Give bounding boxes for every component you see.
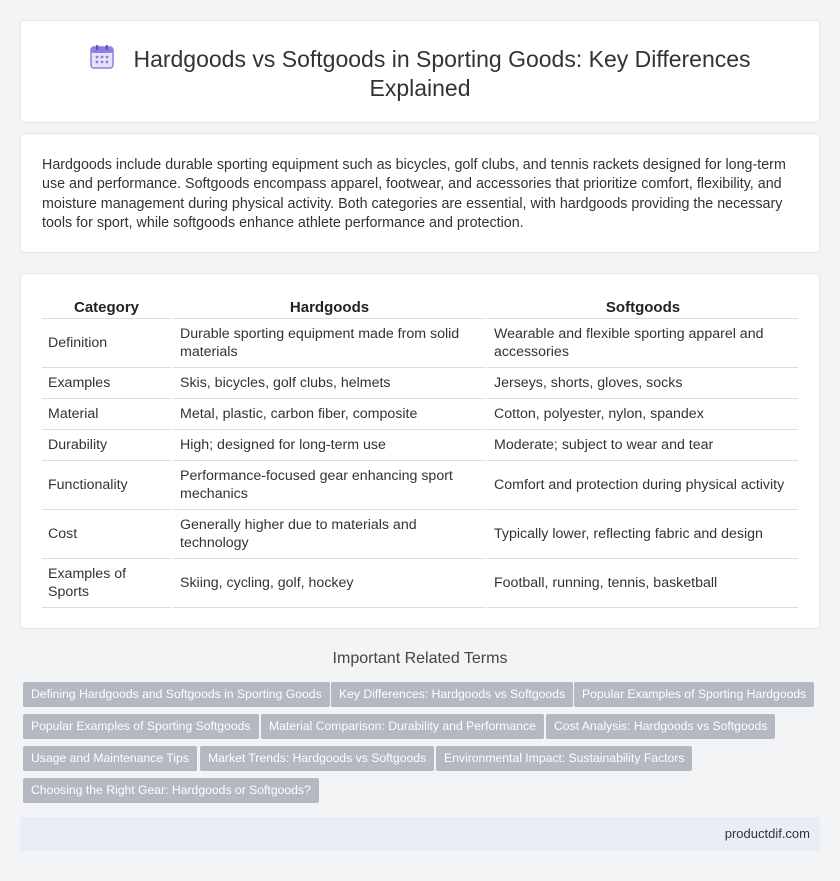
related-tag[interactable]: Defining Hardgoods and Softgoods in Sporting Goods — [23, 682, 330, 707]
table-row — [42, 559, 798, 608]
table-row — [42, 368, 798, 399]
header-card — [20, 20, 820, 123]
table-cell-softgoods: Moderate; subject to wear and tear — [485, 430, 798, 461]
intro-card — [20, 133, 820, 253]
table-row — [42, 430, 798, 461]
table-cell-softgoods: Jerseys, shorts, gloves, socks — [485, 368, 798, 399]
related-tag[interactable]: Usage and Maintenance Tips — [23, 746, 197, 771]
footer-bar — [20, 817, 820, 851]
related-tag[interactable]: Popular Examples of Sporting Hardgoods — [574, 682, 814, 707]
page-title: Hardgoods vs Softgoods in Sporting Goods: Key Differences Explained — [133, 46, 751, 101]
table-cell-category: Material — [42, 399, 171, 430]
intro-paragraph: Hardgoods include durable sporting equipment such as bicycles, golf clubs, and tennis rackets designed for long-term use and performance. Softgoods encompass apparel, footwear, and accessories that prioritize comfort, flexibility, and moisture management during physical activity. Both categories are essential, with hardgoods providing the necessary tools for sport, while softgoods enhance athlete performance and protection. — [42, 157, 786, 231]
table-header-row — [42, 294, 798, 319]
related-tag[interactable]: Popular Examples of Sporting Softgoods — [23, 714, 259, 739]
table-row — [42, 319, 798, 368]
table-row — [42, 510, 798, 559]
page-title-wrap — [21, 44, 819, 103]
table-cell-hardgoods: Metal, plastic, carbon fiber, composite — [171, 399, 485, 430]
header-hardgoods: Hardgoods — [171, 294, 485, 319]
table-cell-category: Functionality — [42, 461, 171, 510]
table-cell-hardgoods: Durable sporting equipment made from solid materials — [171, 319, 485, 368]
table-cell-softgoods: Football, running, tennis, basketball — [485, 559, 798, 608]
table-cell-category: Examples of Sports — [42, 559, 171, 608]
table-cell-softgoods: Comfort and protection during physical activity — [485, 461, 798, 510]
related-tag[interactable]: Material Comparison: Durability and Performance — [261, 714, 544, 739]
table-cell-softgoods: Typically lower, reflecting fabric and design — [485, 510, 798, 559]
table-cell-softgoods: Cotton, polyester, nylon, spandex — [485, 399, 798, 430]
table-cell-category: Definition — [42, 319, 171, 368]
table-cell-hardgoods: Generally higher due to materials and technology — [171, 510, 485, 559]
related-tag[interactable]: Choosing the Right Gear: Hardgoods or Softgoods? — [23, 778, 319, 803]
related-tag[interactable]: Market Trends: Hardgoods vs Softgoods — [200, 746, 434, 771]
footer-site-name: productdif.com — [724, 826, 810, 841]
comparison-table-card — [20, 273, 820, 629]
table-cell-hardgoods: Performance-focused gear enhancing sport mechanics — [171, 461, 485, 510]
table-cell-hardgoods: Skis, bicycles, golf clubs, helmets — [171, 368, 485, 399]
header-category: Category — [42, 294, 171, 319]
table-cell-category: Durability — [42, 430, 171, 461]
table-row — [42, 399, 798, 430]
header-softgoods: Softgoods — [485, 294, 798, 319]
table-cell-category: Examples — [42, 368, 171, 399]
comparison-table — [42, 294, 798, 608]
table-cell-category: Cost — [42, 510, 171, 559]
related-terms-title: Important Related Terms — [332, 650, 508, 667]
table-cell-hardgoods: Skiing, cycling, golf, hockey — [171, 559, 485, 608]
related-tag[interactable]: Key Differences: Hardgoods vs Softgoods — [331, 682, 573, 707]
calendar-icon — [89, 44, 115, 70]
table-row — [42, 461, 798, 510]
related-tag[interactable]: Environmental Impact: Sustainability Factors — [436, 746, 692, 771]
table-cell-hardgoods: High; designed for long-term use — [171, 430, 485, 461]
table-cell-softgoods: Wearable and flexible sporting apparel and accessories — [485, 319, 798, 368]
related-tag[interactable]: Cost Analysis: Hardgoods vs Softgoods — [546, 714, 775, 739]
